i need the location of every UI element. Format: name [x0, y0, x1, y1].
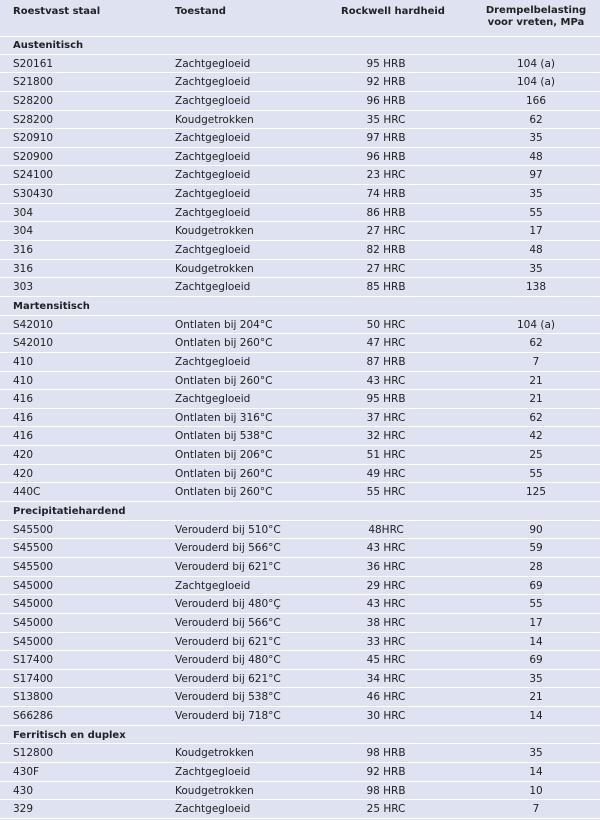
table-row: [0, 521, 600, 540]
cell-hardheid: 98 HRB: [366, 784, 406, 797]
cell-toestand: Ontlaten bij 204°C: [175, 318, 273, 331]
cell-staal: 430: [13, 784, 34, 797]
cell-hardheid: 35 HRC: [366, 113, 406, 126]
table-row: [0, 633, 600, 652]
table-row: [0, 465, 600, 484]
cell-drempel: 14: [529, 635, 543, 648]
cell-hardheid: 46 HRC: [366, 691, 406, 704]
cell-toestand: Ontlaten bij 260°C: [175, 486, 273, 499]
cell-hardheid: 25 HRC: [366, 803, 406, 816]
cell-drempel: 55: [529, 206, 543, 219]
group-header-row: [0, 297, 600, 316]
column-header-toestand: Toestand: [175, 6, 226, 17]
cell-toestand: Verouderd bij 566°C: [175, 616, 281, 629]
cell-staal: 410: [13, 355, 34, 368]
cell-drempel: 48: [529, 244, 543, 257]
cell-hardheid: 32 HRC: [366, 430, 406, 443]
cell-drempel: 166: [525, 94, 547, 107]
table-row: [0, 595, 600, 614]
table-row: [0, 353, 600, 372]
table-row: [0, 539, 600, 558]
cell-toestand: Verouderd bij 621°C: [175, 560, 281, 573]
table-row: [0, 166, 600, 185]
cell-hardheid: 92 HRB: [366, 76, 406, 89]
cell-hardheid: 27 HRC: [366, 225, 406, 238]
cell-staal: S20161: [13, 57, 54, 70]
cell-staal: 420: [13, 467, 34, 480]
cell-staal: S13800: [13, 691, 54, 704]
cell-toestand: Zachtgegloeid: [175, 393, 251, 406]
cell-drempel: 17: [529, 225, 543, 238]
cell-hardheid: 33 HRC: [366, 635, 406, 648]
cell-staal: 440C: [13, 486, 41, 499]
group-label: Austenitisch: [13, 40, 84, 51]
cell-drempel: 10: [529, 784, 543, 797]
cell-hardheid: 96 HRB: [366, 150, 406, 163]
group-label: Precipitatiehardend: [13, 506, 126, 518]
cell-drempel: 69: [529, 579, 543, 592]
cell-hardheid: 48HRC: [368, 523, 404, 536]
cell-drempel: 55: [529, 598, 543, 611]
table-row: [0, 800, 600, 819]
cell-hardheid: 45 HRC: [366, 654, 406, 667]
group-header-row: [0, 502, 600, 521]
cell-toestand: Zachtgegloeid: [175, 57, 251, 70]
cell-drempel: 90: [529, 523, 543, 536]
cell-toestand: Verouderd bij 480°C: [175, 654, 281, 667]
cell-hardheid: 95 HRB: [366, 57, 406, 70]
cell-toestand: Verouderd bij 538°C: [175, 691, 281, 704]
table-row: [0, 446, 600, 465]
cell-toestand: Verouderd bij 510°C: [175, 523, 281, 536]
cell-drempel: 62: [529, 337, 543, 350]
cell-toestand: Verouderd bij 718°C: [175, 710, 281, 723]
cell-toestand: Zachtgegloeid: [175, 765, 251, 778]
table-row: [0, 92, 600, 111]
cell-staal: 410: [13, 374, 34, 387]
cell-staal: S66286: [13, 710, 54, 723]
cell-toestand: Koudgetrokken: [175, 225, 254, 238]
cell-drempel: 35: [529, 747, 543, 760]
cell-staal: 416: [13, 430, 34, 443]
cell-toestand: Ontlaten bij 260°C: [175, 467, 273, 480]
cell-hardheid: 43 HRC: [366, 374, 406, 387]
cell-staal: S45500: [13, 542, 54, 555]
cell-drempel: 104 (a): [516, 76, 555, 89]
cell-staal: 430F: [13, 765, 40, 778]
cell-toestand: Ontlaten bij 260°C: [175, 374, 273, 387]
cell-staal: S45500: [13, 523, 54, 536]
table-row: [0, 483, 600, 502]
cell-hardheid: 55 HRC: [366, 486, 406, 499]
column-header-staal: Roestvast staal: [13, 6, 101, 17]
cell-staal: 416: [13, 393, 34, 406]
table-row: [0, 241, 600, 260]
table-row: [0, 614, 600, 633]
cell-drempel: 14: [529, 765, 543, 778]
cell-toestand: Zachtgegloeid: [175, 188, 251, 201]
table-header: [0, 0, 600, 37]
cell-staal: 304: [13, 225, 34, 238]
cell-staal: S17400: [13, 654, 54, 667]
table-row: [0, 334, 600, 353]
cell-drempel: 17: [529, 616, 543, 629]
cell-toestand: Zachtgegloeid: [175, 281, 251, 294]
table-row: [0, 744, 600, 763]
cell-drempel: 59: [529, 542, 543, 555]
cell-drempel: 62: [529, 411, 543, 424]
cell-staal: 303: [13, 281, 34, 294]
table-row: [0, 55, 600, 74]
column-header-drempel-line2: voor vreten, MPa: [487, 17, 585, 28]
cell-staal: S12800: [13, 747, 54, 760]
cell-toestand: Zachtgegloeid: [175, 169, 251, 182]
cell-drempel: 125: [525, 486, 547, 499]
cell-staal: 416: [13, 411, 34, 424]
cell-hardheid: 49 HRC: [366, 467, 406, 480]
column-header-drempel: [480, 5, 592, 29]
group-label: Ferritisch en duplex: [13, 729, 126, 741]
cell-toestand: Verouderd bij 621°C: [175, 635, 281, 648]
cell-toestand: Zachtgegloeid: [175, 355, 251, 368]
table-row: [0, 577, 600, 596]
table-row: [0, 651, 600, 670]
cell-toestand: Zachtgegloeid: [175, 579, 251, 592]
cell-toestand: Zachtgegloeid: [175, 132, 251, 145]
cell-drempel: 28: [529, 560, 543, 573]
cell-hardheid: 23 HRC: [366, 169, 406, 182]
cell-staal: S42010: [13, 318, 54, 331]
cell-hardheid: 85 HRB: [366, 281, 406, 294]
table-row: [0, 185, 600, 204]
cell-staal: S45000: [13, 635, 54, 648]
cell-staal: S28200: [13, 113, 54, 126]
cell-drempel: 7: [532, 803, 540, 816]
cell-hardheid: 47 HRC: [366, 337, 406, 350]
table-row: [0, 782, 600, 801]
cell-staal: S42010: [13, 337, 54, 350]
cell-staal: S20900: [13, 150, 54, 163]
cell-drempel: 25: [529, 449, 543, 462]
cell-drempel: 138: [525, 281, 547, 294]
cell-drempel: 104 (a): [516, 57, 555, 70]
group-header-row: [0, 726, 600, 745]
cell-staal: S17400: [13, 672, 54, 685]
cell-drempel: 35: [529, 262, 543, 275]
cell-toestand: Zachtgegloeid: [175, 244, 251, 257]
cell-toestand: Verouderd bij 566°C: [175, 542, 281, 555]
cell-toestand: Koudgetrokken: [175, 747, 254, 760]
cell-staal: S28200: [13, 94, 54, 107]
cell-toestand: Zachtgegloeid: [175, 803, 251, 816]
table-row: [0, 409, 600, 428]
cell-hardheid: 34 HRC: [366, 672, 406, 685]
table-row: [0, 558, 600, 577]
cell-hardheid: 86 HRB: [366, 206, 406, 219]
cell-drempel: 7: [532, 355, 540, 368]
cell-hardheid: 43 HRC: [366, 598, 406, 611]
cell-toestand: Zachtgegloeid: [175, 150, 251, 163]
cell-drempel: 104 (a): [516, 318, 555, 331]
table-row: [0, 707, 600, 726]
cell-hardheid: 82 HRB: [366, 244, 406, 257]
cell-hardheid: 96 HRB: [366, 94, 406, 107]
cell-toestand: Zachtgegloeid: [175, 206, 251, 219]
cell-drempel: 62: [529, 113, 543, 126]
cell-drempel: 21: [529, 691, 543, 704]
cell-toestand: Zachtgegloeid: [175, 76, 251, 89]
cell-toestand: Ontlaten bij 316°C: [175, 411, 273, 424]
cell-hardheid: 30 HRC: [366, 710, 406, 723]
cell-toestand: Verouderd bij 480°Ç: [175, 598, 281, 611]
cell-drempel: 35: [529, 672, 543, 685]
table-row: [0, 372, 600, 391]
group-label: Martensitisch: [13, 300, 90, 312]
cell-staal: S20910: [13, 132, 54, 145]
cell-toestand: Ontlaten bij 260°C: [175, 337, 273, 350]
table-row: [0, 763, 600, 782]
cell-drempel: 21: [529, 374, 543, 387]
cell-drempel: 21: [529, 393, 543, 406]
cell-drempel: 48: [529, 150, 543, 163]
table-row: [0, 111, 600, 130]
cell-staal: S45000: [13, 616, 54, 629]
cell-hardheid: 36 HRC: [366, 560, 406, 573]
table-row: [0, 688, 600, 707]
cell-drempel: 69: [529, 654, 543, 667]
column-header-rockwell: Rockwell hardheid: [341, 6, 445, 17]
cell-staal: 420: [13, 449, 34, 462]
group-header-row: [0, 36, 600, 55]
cell-staal: 329: [13, 803, 34, 816]
cell-hardheid: 92 HRB: [366, 765, 406, 778]
cell-hardheid: 27 HRC: [366, 262, 406, 275]
table-row: [0, 316, 600, 335]
column-header-drempel-line1: Drempelbelasting: [485, 5, 587, 16]
cell-staal: S45000: [13, 598, 54, 611]
cell-toestand: Koudgetrokken: [175, 784, 254, 797]
cell-hardheid: 51 HRC: [366, 449, 406, 462]
cell-drempel: 55: [529, 467, 543, 480]
cell-toestand: Koudgetrokken: [175, 113, 254, 126]
cell-toestand: Verouderd bij 621°C: [175, 672, 281, 685]
cell-hardheid: 50 HRC: [366, 318, 406, 331]
table-body: [0, 36, 600, 819]
cell-drempel: 35: [529, 132, 543, 145]
cell-hardheid: 74 HRB: [366, 188, 406, 201]
cell-staal: S45000: [13, 579, 54, 592]
table-row: [0, 670, 600, 689]
cell-staal: 316: [13, 244, 34, 257]
cell-hardheid: 37 HRC: [366, 411, 406, 424]
table-row: [0, 390, 600, 409]
table-row: [0, 222, 600, 241]
cell-drempel: 14: [529, 710, 543, 723]
table-row: [0, 73, 600, 92]
cell-hardheid: 87 HRB: [366, 355, 406, 368]
cell-toestand: Zachtgegloeid: [175, 94, 251, 107]
cell-drempel: 42: [529, 430, 543, 443]
cell-staal: S21800: [13, 76, 54, 89]
cell-toestand: Ontlaten bij 538°C: [175, 430, 273, 443]
cell-staal: S24100: [13, 169, 54, 182]
cell-drempel: 35: [529, 188, 543, 201]
table-row: [0, 278, 600, 297]
cell-drempel: 97: [529, 169, 543, 182]
table-row: [0, 129, 600, 148]
table-row: [0, 148, 600, 167]
cell-staal: S45500: [13, 560, 54, 573]
cell-hardheid: 29 HRC: [366, 579, 406, 592]
cell-hardheid: 38 HRC: [366, 616, 406, 629]
cell-hardheid: 98 HRB: [366, 747, 406, 760]
cell-staal: 316: [13, 262, 34, 275]
table-row: [0, 260, 600, 279]
cell-hardheid: 43 HRC: [366, 542, 406, 555]
cell-staal: S30430: [13, 188, 54, 201]
cell-toestand: Koudgetrokken: [175, 262, 254, 275]
cell-staal: 304: [13, 206, 34, 219]
table-row: [0, 427, 600, 446]
cell-hardheid: 95 HRB: [366, 393, 406, 406]
cell-toestand: Ontlaten bij 206°C: [175, 449, 273, 462]
table-row: [0, 204, 600, 223]
cell-hardheid: 97 HRB: [366, 132, 406, 145]
